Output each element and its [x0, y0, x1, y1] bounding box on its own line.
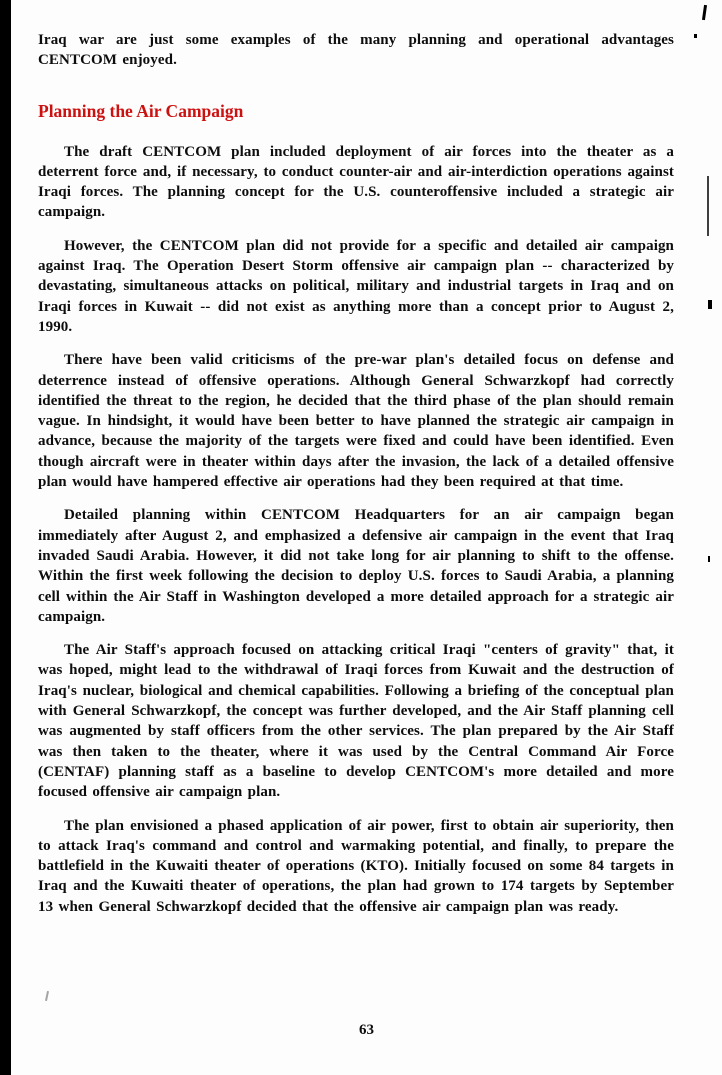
section-heading: Planning the Air Campaign — [38, 100, 244, 121]
scan-speck — [708, 300, 712, 309]
paragraph-phased-application: The plan envisioned a phased application of air power, first to obtain air superiority, then to attack Iraq's command and control and warmaking potential, and finally, to prepare the battlefield in the Kuwaiti theater of operations (KTO). Initially focused on some 84 targets in Iraq and the Kuwaiti theater of operations, the plan had grown to 174 targets by September 13 when General Schwarzkopf decided that the offensive air campaign plan was ready. — [38, 817, 674, 915]
paragraph-draft-plan: The draft CENTCOM plan included deployment of air forces into the theater as a deterrent force and, if necessary, to conduct counter-air and air-interdiction operations against Iraqi forces. The planning concept for the U.S. counteroffensive included a strategic air campaign. — [38, 143, 674, 221]
paragraph-intro: Iraq war are just some examples of the many planning and operational advantages CENTCOM enjoyed. — [38, 32, 674, 69]
paragraph-air-staff-approach: The Air Staff's approach focused on attacking critical Iraqi "centers of gravity" that, it was hoped, might lead to the withdrawal of Iraqi forces from Kuwait and the destruction of Iraq's nuclear, biological and chemical capabilities. Following a briefing of the conceptual plan with General Schwarzkopf, the concept was further developed, and the Air Staff planning cell was augmented by staff officers from the other services. The plan prepared by the Air Staff was then taken to the theater, where it was used by the Central Command Air Force (CENTAF) planning staff as a baseline to develop CENTCOM's more detailed and more focused offensive air campaign plan. — [38, 642, 674, 801]
scan-speck — [702, 5, 707, 20]
scan-speck — [694, 34, 697, 38]
scan-speck — [708, 556, 710, 562]
paragraph-detailed-planning: Detailed planning within CENTCOM Headquarters for an air campaign began immediately after August 2, and emphasized a defensive air campaign in the event that Iraq invaded Saudi Arabia. However, it did not take long for air planning to shift to the offense. Within the first week following the decision to deploy U.S. forces to Saudi Arabia, a planning cell within the Air Staff in Washington developed a more detailed approach for a strategic air campaign. — [38, 507, 674, 625]
page-number: 63 — [359, 1022, 374, 1038]
page-body — [38, 30, 674, 930]
scan-speck — [707, 176, 709, 236]
paragraph-criticisms: There have been valid criticisms of the pre-war plan's detailed focus on defense and deterrence instead of offensive operations. Although General Schwarzkopf had correctly identified the threat to the region, he decided that the third phase of the plan should remain vague. In hindsight, it would have been better to have planned the strategic air campaign in advance, because the majority of the targets were fixed and could have been identified. Even though aircraft were in theater within days after the invasion, the lack of a detailed offensive plan would have hampered effective air operations had they been required at that time. — [38, 352, 674, 491]
paragraph-no-detailed-plan: However, the CENTCOM plan did not provide for a specific and detailed air campaign against Iraq. The Operation Desert Storm offensive air campaign plan -- characterized by devastating, simultaneous attacks on political, military and industrial targets in Iraq and on Iraqi forces in Kuwait -- did not exist as anything more than a concept prior to August 2, 1990. — [38, 237, 674, 335]
scan-edge-left — [0, 0, 11, 1075]
scan-speck — [45, 991, 49, 1001]
